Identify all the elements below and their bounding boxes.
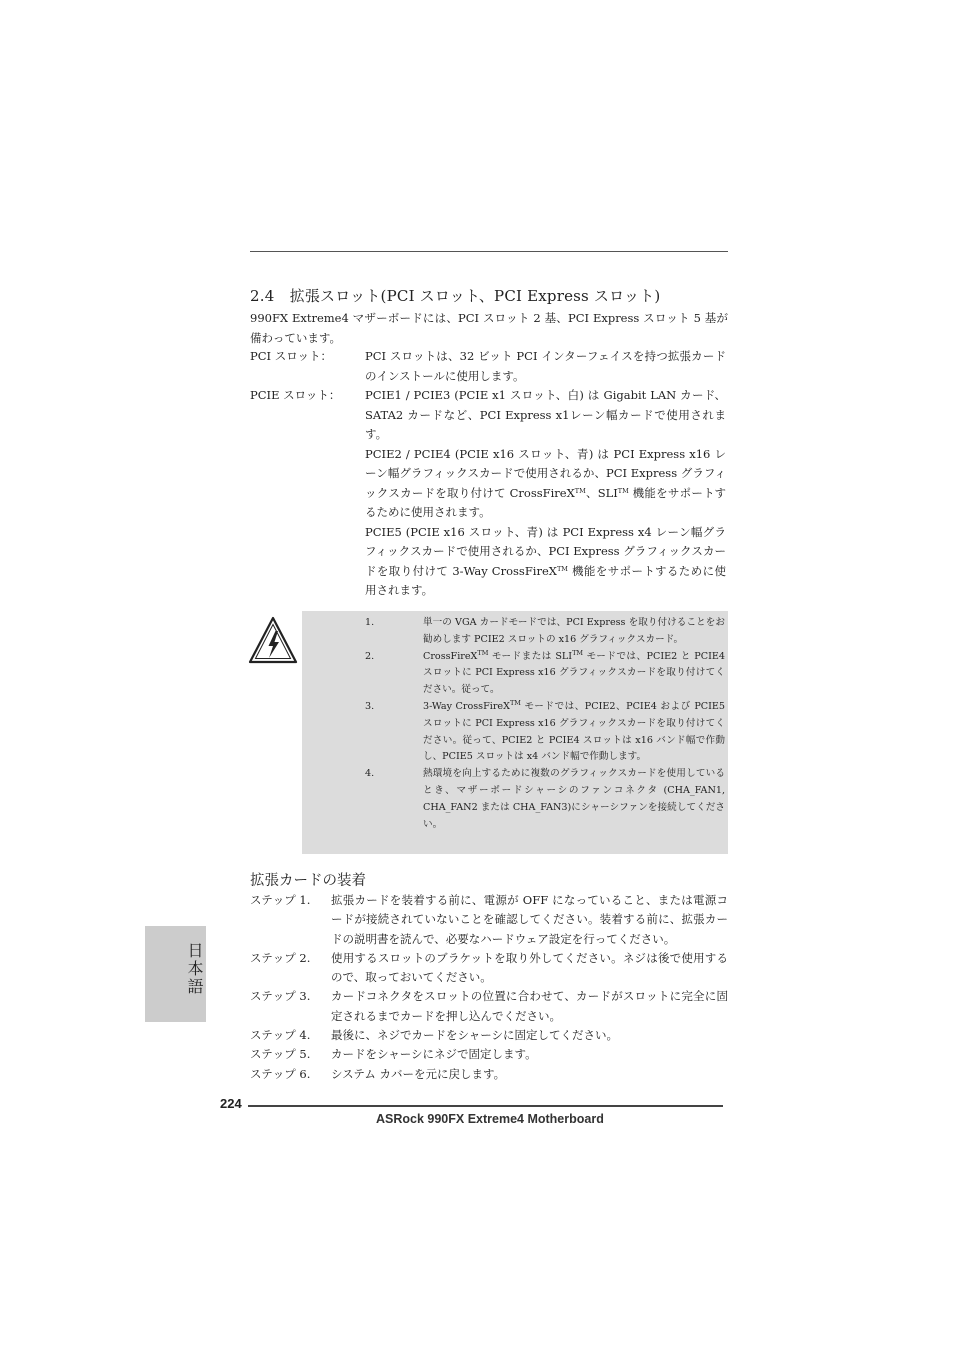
note-item: 2. CrossFireX™ モードまたは SLI™ モードでは、PCIE2 と PCIE4 スロットに PCI Express x16 グラフィックスカードを取り付けてください。従って。 — [365, 648, 725, 696]
install-step: ステップ 6. システム カバーを元に戻します。 — [250, 1066, 506, 1081]
language-side-tab — [145, 926, 206, 1022]
pci-slot-label: PCI スロット： — [250, 349, 333, 363]
install-step: ステップ 5. カードをシャーシにネジで固定します。 — [250, 1047, 537, 1062]
top-divider — [250, 251, 728, 252]
install-steps — [250, 891, 728, 1084]
pcie-paragraph-1: PCIE1 / PCIE3 (PCIE x1 スロット、白) は Gigabit LAN カード、SATA2 カードなど、PCI Express x1レーン幅カードで使用されます。 — [365, 388, 726, 441]
note-list — [365, 615, 725, 833]
section-intro: 990FX Extreme4 マザーボードには、PCI スロット 2 基、PCI Express スロット 5 基が備わっています。 — [250, 311, 728, 345]
install-step: ステップ 4. 最後に、ネジでカードをシャーシに固定してください。 — [250, 1028, 619, 1043]
install-title: 拡張カードの装着 — [250, 873, 366, 889]
install-step: ステップ 2. 使用するスロットのブラケットを取り外してください。ネジは後で使用するので、取っておいてください。 — [250, 950, 728, 985]
section-title: 2.4 拡張スロット(PCI スロット、PCI Express スロット) — [250, 287, 661, 305]
pcie-paragraph-2: PCIE2 / PCIE4 (PCIE x16 スロット、青) は PCI Express x16 レーン幅グラフィックスカードで使用されるか、PCI Express グラフィックスカードを取り付けて CrossFireX™、SLI™ 機能をサポートするために使用されます。 — [365, 446, 726, 519]
language-label: 日本語 — [185, 942, 204, 996]
install-step: ステップ 1. 拡張カードを装着する前に、電源が OFF になっていること、または電源コードが接続されていないことを確認してください。装着する前に、拡張カードの説明書を読んで、必要なハードウェア設定を行ってください。 — [250, 893, 728, 946]
bottom-divider — [248, 1105, 723, 1107]
footer-title: ASRock 990FX Extreme4 Motherboard — [376, 1112, 604, 1126]
page-number: 224 — [220, 1096, 242, 1111]
pcie-slot-label: PCIE スロット： — [250, 388, 341, 402]
note-item: 4. 熱環境を向上するために複数のグラフィックスカードを使用しているとき、マザーボードシャーシのファンコネクタ (CHA_FAN1, CHA_FAN2 または CHA_FAN3)にシャーシファンを接続してください。 — [365, 768, 725, 830]
pcie-paragraph-3: PCIE5 (PCIE x16 スロット、青) は PCI Express x4 レーン幅グラフィックスカードで使用されるか、PCI Express グラフィックスカードを取り付けて 3-Way CrossFireX™ 機能をサポートするために使用されます。 — [365, 524, 726, 597]
note-item: 3. 3-Way CrossFireX™ モードでは、PCIE2、PCIE4 および PCIE5 スロットに PCI Express x16 グラフィックスカードを取り付けてください。従って、PCIE2 と PCIE4 スロットは x16 バンド幅で作動し、PCIE5 スロットは x4 バンド幅で作動します。 — [365, 698, 726, 763]
note-item: 1. 単一の VGA カードモードでは、PCI Express を取り付けることをお勧めします PCIE2 スロットの x16 グラフィックスカード。 — [365, 617, 725, 645]
pci-slot-description: PCI スロットは、32 ビット PCI インターフェイスを持つ拡張カードのインストールに使用します。 — [365, 349, 726, 383]
warning-triangle-icon — [248, 616, 298, 664]
install-step: ステップ 3. カードコネクタをスロットの位置に合わせて、カードがスロットに完全に固定されるまでカードを押し込んでください。 — [250, 989, 728, 1023]
pcie-slot-description — [365, 386, 726, 601]
